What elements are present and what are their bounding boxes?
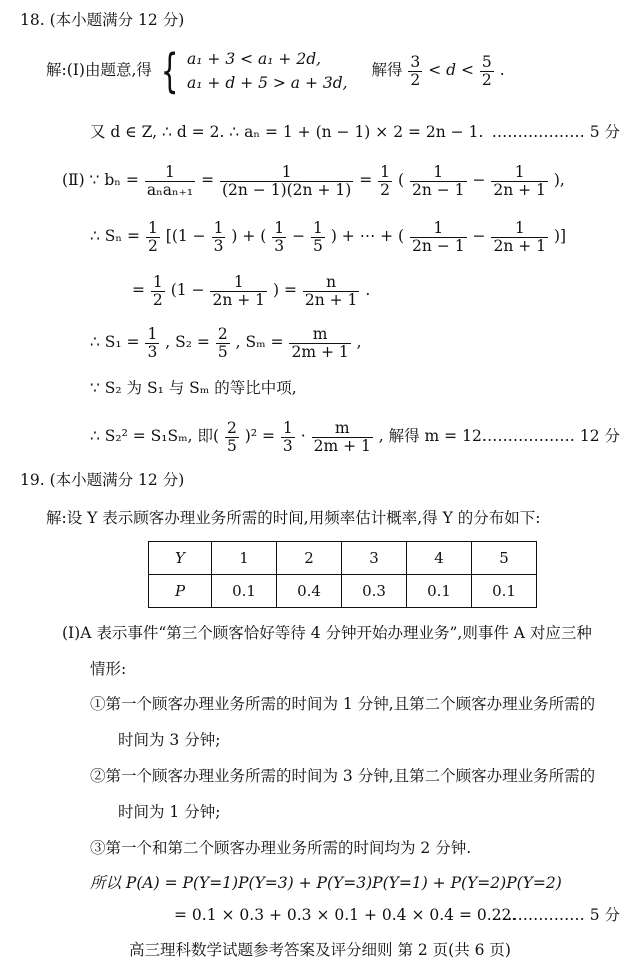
table-cell: 0.1 (472, 575, 537, 608)
table-row-y (149, 542, 537, 575)
fraction-1-2n-plus-1-c: $\frac{1}{2n + 1}$ (212, 272, 266, 309)
q19-part1-line1: (Ⅰ)A 表示事件“第三个顾客恰好等待 4 分钟开始办理业务”,则事件 A 对应三种 (62, 624, 592, 642)
system-line-1: a₁ + 3 < a₁ + 2d, (187, 50, 322, 68)
fraction-s2: $\frac{2}{5}$ (217, 324, 228, 361)
system-line-2: a₁ + d + 5 > a + 3d, (187, 74, 348, 92)
q18-sn-expansion: ∴ Sₙ = $\frac{1}{2}$ [(1 − $\frac{1}{3}$ ) + ( $\frac{1}{3}$ − $\frac{1}{5}$ ) + ⋯ + ( $\frac{1}{2n - 1}$ − $\frac{1}{2n + 1}$ )] (90, 218, 567, 255)
fraction-1-5: $\frac{1}{5}$ (313, 218, 323, 255)
page-footer: 高三理科数学试题参考答案及评分细则 第 2 页(共 6 页) (129, 941, 511, 959)
fraction-s1: $\frac{1}{3}$ (147, 324, 158, 361)
table-cell: 1 (212, 542, 277, 575)
d-range: < d < (428, 61, 479, 79)
fraction-m-b: $\frac{m}{2m + 1}$ (313, 418, 371, 455)
q18-part2-bn: (Ⅱ) ∵ bₙ = $\frac{1}{\text{aₙaₙ₊₁}}$ = $\frac{1}{(2n - 1)(2n + 1)}$ = $\frac{1}{2}$ ( $\frac{1}{2n - 1}$ − $\frac{1}{2n + 1}$ ), (62, 162, 565, 199)
q19-intro: 解:设 Y 表示顾客办理业务所需的时间,用频率估计概率,得 Y 的分布如下: (46, 509, 541, 527)
score-5-b: ……………… 5 分 (491, 906, 620, 924)
distribution-table (148, 541, 537, 608)
table-cell: 0.4 (277, 575, 342, 608)
solve-prefix: 解得 (371, 61, 403, 79)
table-cell: 3 (342, 542, 407, 575)
fraction-1-2n-minus-1-b: $\frac{1}{2n - 1}$ (412, 218, 465, 255)
q19-case1-line2: 时间为 3 分钟; (118, 731, 221, 749)
q19-case2-line2: 时间为 1 分钟; (118, 803, 221, 821)
q19-case3-line1: ③第一个和第二个顾客办理业务所需的时间均为 2 分钟. (90, 839, 472, 857)
q19-case1-line1: ①第一个顾客办理业务所需的时间为 1 分钟,且第二个顾客办理业务所需的 (90, 695, 596, 713)
fraction-3-2: $\frac{3}{2}$ (410, 52, 421, 89)
q19-prob-result: = 0.1 × 0.3 + 0.3 × 0.1 + 0.4 × 0.4 = 0.22. (174, 906, 517, 924)
q18-s-values: ∴ S₁ = $\frac{1}{3}$ , S₂ = $\frac{2}{5}$ , Sₘ = $\frac{m}{2m + 1}$ , (90, 324, 362, 361)
fraction-1-3-c: $\frac{1}{3}$ (282, 418, 293, 455)
q18-solve-m: ∴ S₂² = S₁Sₘ, 即( $\frac{2}{5}$ )² = $\frac{1}{3}$ · $\frac{m}{2m + 1}$ , 解得 m = 12. (90, 418, 487, 455)
table-cell: 4 (407, 542, 472, 575)
fraction-1-3: $\frac{1}{3}$ (213, 218, 224, 255)
fraction-bn-2: $\frac{1}{(2n - 1)(2n + 1)}$ (221, 162, 352, 199)
table-cell: 2 (277, 542, 342, 575)
fraction-1-2n-plus-1: $\frac{1}{2n + 1}$ (493, 162, 546, 199)
fraction-1-2n-plus-1-b: $\frac{1}{2n + 1}$ (493, 218, 547, 255)
score-12: ……………… 12 分 (481, 427, 620, 445)
fraction-5-2: $\frac{5}{2}$ (481, 52, 492, 89)
q18-sn-result: = $\frac{1}{2}$ (1 − $\frac{1}{2n + 1}$ ) = $\frac{n}{2n + 1}$ . (132, 272, 371, 309)
table-cell: 0.3 (342, 575, 407, 608)
table-cell: 0.1 (407, 575, 472, 608)
fraction-1-3-b: $\frac{1}{3}$ (274, 218, 285, 255)
score-5-a: ……………… 5 分 (491, 123, 620, 141)
q19-part1-line2: 情形: (90, 660, 127, 678)
table-header-p: P (149, 575, 212, 608)
fraction-half: $\frac{1}{2}$ (380, 162, 391, 199)
table-header-y: Y (149, 542, 212, 575)
fraction-1-2n-minus-1: $\frac{1}{2n - 1}$ (411, 162, 465, 199)
q18-header: 18. (本小题满分 12 分) (20, 11, 185, 29)
table-cell: 0.1 (212, 575, 277, 608)
system-brace: { (160, 44, 179, 98)
inequality-system (187, 47, 348, 95)
q18-part1-system: 解:(Ⅰ)由题意,得 { a₁ + 3 < a₁ + 2d, a₁ + d + 5 > a + 3d, 解得 $\frac{3}{2}$ < d < $\frac{5}{2}$ . (46, 44, 505, 98)
table-row-p (149, 575, 537, 608)
q18-geometric-mean: ∵ S₂ 为 S₁ 与 Sₘ 的等比中项, (90, 379, 297, 397)
fraction-2-5-b: $\frac{2}{5}$ (226, 418, 237, 455)
q19-case2-line1: ②第一个顾客办理业务所需的时间为 3 分钟,且第二个顾客办理业务所需的 (90, 767, 596, 785)
q19-header: 19. (本小题满分 12 分) (20, 471, 185, 489)
q19-prob-line: 所以 P(A) = P(Y=1)P(Y=3) + P(Y=3)P(Y=1) + P(Y=2)P(Y=2) (90, 874, 562, 892)
fraction-sm: $\frac{m}{2m + 1}$ (291, 324, 349, 361)
fraction-half-2: $\frac{1}{2}$ (147, 218, 158, 255)
fraction-half-3: $\frac{1}{2}$ (152, 272, 163, 309)
fraction-bn-1: $\frac{1}{\text{aₙaₙ₊₁}}$ (146, 162, 194, 199)
fraction-n-2n-plus-1: $\frac{n}{2n + 1}$ (304, 272, 358, 309)
table-cell: 5 (472, 542, 537, 575)
q18-line-d: 又 d ∈ Z, ∴ d = 2. ∴ aₙ = 1 + (n − 1) × 2 = 2n − 1. (90, 123, 484, 141)
q18-part1-prefix: 解:(Ⅰ)由题意,得 (46, 61, 152, 79)
